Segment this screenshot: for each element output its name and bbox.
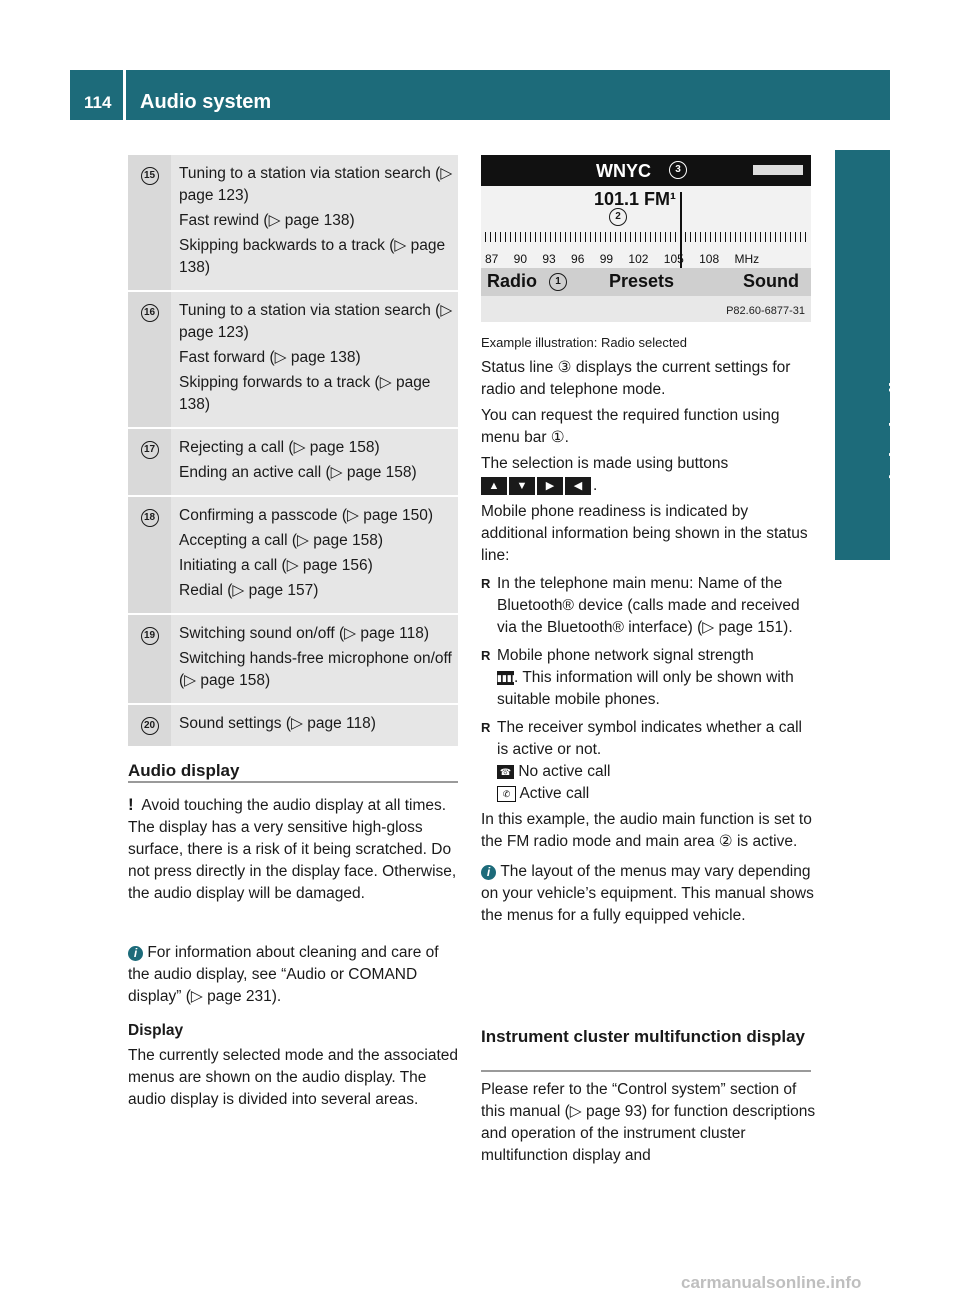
- table-cell: Rejecting a call (▷ page 158): [179, 439, 380, 456]
- callout-1: 1: [549, 273, 567, 291]
- controls-table: [128, 155, 458, 748]
- paragraph-menu-bar: You can request the required function using menu bar ①.: [481, 407, 780, 446]
- warning-text: Avoid touching the audio display at all times. The display has a very sensitive high-gloss surface, there is a risk of it being scratched. Do not press directly in the display face. Otherwise, the audio display will be damaged.: [128, 797, 457, 902]
- up-key-icon: ▲: [481, 477, 507, 495]
- display-subheading: Display: [128, 1022, 184, 1039]
- table-row: [128, 429, 458, 497]
- callout-3: 3: [669, 161, 687, 179]
- table-row: [128, 615, 458, 705]
- table-row: [128, 497, 458, 615]
- section-heading-instrument: Instrument cluster multifunction display: [481, 1027, 805, 1046]
- illustration-caption: Example illustration: Radio selected: [481, 335, 687, 350]
- paragraph-selection: The selection is made using buttons ▲ ▼ ▶ ◀ .: [481, 455, 729, 494]
- station-name: WNYC: [596, 161, 651, 181]
- table-cell: Tuning to a station via station search (▷ page 123): [179, 165, 453, 204]
- frequency-scale-ticks: [485, 232, 807, 242]
- down-key-icon: ▼: [509, 477, 535, 495]
- item-number: 20: [141, 717, 159, 735]
- warning-icon: !: [128, 795, 134, 814]
- status-line: [481, 155, 811, 186]
- table-cell: Fast forward (▷ page 138): [179, 349, 361, 366]
- illustration-footer: [481, 296, 811, 322]
- list-item: [481, 717, 816, 805]
- info-icon: i: [481, 865, 496, 880]
- info-note: [128, 942, 460, 1008]
- heading-rule: [128, 781, 458, 783]
- no-active-call-icon: ☎: [497, 765, 514, 779]
- signal-text: Mobile phone network signal strength: [497, 647, 754, 664]
- menu-sound: Sound: [743, 271, 799, 291]
- warning-note: [128, 794, 460, 905]
- item-number: 17: [141, 441, 159, 459]
- page-header: [70, 70, 890, 120]
- signal-icon: [753, 165, 803, 175]
- frequency-scale-labels: 87 90 93 96 99 102 105 108 MHz: [485, 252, 760, 266]
- display-paragraph: The currently selected mode and the associated menus are shown on the audio display. The audio display is divided into several areas.: [128, 1047, 458, 1108]
- table-cell: Switching hands-free microphone on/off (▷ page 158): [179, 650, 452, 689]
- right-column: [481, 357, 816, 927]
- table-cell: Tuning to a station via station search (▷ page 123): [179, 302, 453, 341]
- radio-display-illustration: [481, 155, 811, 322]
- item-number: 18: [141, 509, 159, 527]
- frequency-readout: 101.1 FM¹: [594, 189, 677, 209]
- info-text-2: The layout of the menus may vary depending on your vehicle’s equipment. This manual shows the menus for a fully equipped vehicle.: [481, 863, 814, 924]
- item-number: 16: [141, 304, 159, 322]
- no-active-call-label: No active call: [518, 763, 611, 780]
- side-tab: [835, 150, 890, 560]
- page-number: 114: [84, 93, 112, 112]
- header-divider: [123, 70, 126, 120]
- table-cell: Skipping backwards to a track (▷ page 138): [179, 237, 446, 276]
- table-cell: Fast rewind (▷ page 138): [179, 212, 355, 229]
- active-call-label: Active call: [519, 785, 590, 802]
- item-number: 15: [141, 167, 159, 185]
- list-item: R In the telephone main menu: Name of the Bluetooth® device (calls made and received via the Bluetooth® interface) (▷ page 151).: [481, 573, 816, 639]
- right-key-icon: ▶: [537, 477, 563, 495]
- paragraph-status-line: Status line ③ displays the current settings for radio and telephone mode.: [481, 359, 791, 398]
- watermark: carmanualsonline.info: [681, 1273, 862, 1292]
- paragraph-instrument: Please refer to the “Control system” section of this manual (▷ page 93) for function descriptions and operation of the instrument cluster multifunction display and: [481, 1081, 816, 1164]
- table-row: [128, 292, 458, 429]
- page-title: Audio system: [140, 91, 272, 113]
- menu-radio: Radio: [487, 271, 538, 291]
- section-heading-audio-display: Audio display: [128, 761, 240, 780]
- table-row: [128, 155, 458, 292]
- active-call-icon: ✆: [497, 786, 516, 802]
- readiness-list: [481, 573, 816, 805]
- display-section: [128, 1020, 460, 1111]
- selection-text: The selection is made using buttons: [481, 455, 729, 472]
- main-area: [481, 186, 811, 268]
- left-key-icon: ◀: [565, 477, 591, 495]
- list-item: [481, 645, 816, 711]
- info-icon: i: [128, 946, 143, 961]
- callout-2: 2: [609, 208, 627, 226]
- info-text: For information about cleaning and care of the audio display, see “Audio or COMAND display” (▷ page 231).: [128, 944, 439, 1005]
- table-cell: Accepting a call (▷ page 158): [179, 532, 384, 549]
- table-cell: Confirming a passcode (▷ page 150): [179, 507, 434, 524]
- item-number: 19: [141, 627, 159, 645]
- paragraph-readiness: Mobile phone readiness is indicated by additional information being shown in the status line:: [481, 503, 808, 564]
- table-cell: Skipping forwards to a track (▷ page 138): [179, 374, 431, 413]
- receiver-text: The receiver symbol indicates whether a call is active or not.: [497, 719, 802, 758]
- heading-rule: [481, 1070, 811, 1072]
- table-cell: Ending an active call (▷ page 158): [179, 464, 417, 481]
- side-tab-label: Controls in detail: [887, 381, 909, 545]
- menu-bar: [481, 268, 811, 296]
- signal-strength-icon: ▮▮▮▮: [497, 672, 517, 683]
- table-cell: Redial (▷ page 157): [179, 582, 319, 599]
- table-cell: Initiating a call (▷ page 156): [179, 557, 373, 574]
- paragraph-example: In this example, the audio main function is set to the FM radio mode and main area ② is active.: [481, 811, 812, 850]
- illustration-code: P82.60-6877-31: [726, 305, 805, 317]
- table-cell: Switching sound on/off (▷ page 118): [179, 625, 430, 642]
- table-row: [128, 705, 458, 748]
- table-cell: Sound settings (▷ page 118): [179, 715, 376, 732]
- menu-presets: Presets: [609, 271, 675, 291]
- info-note-2: [481, 861, 816, 927]
- signal-text-2: . This information will only be shown with suitable mobile phones.: [497, 669, 794, 708]
